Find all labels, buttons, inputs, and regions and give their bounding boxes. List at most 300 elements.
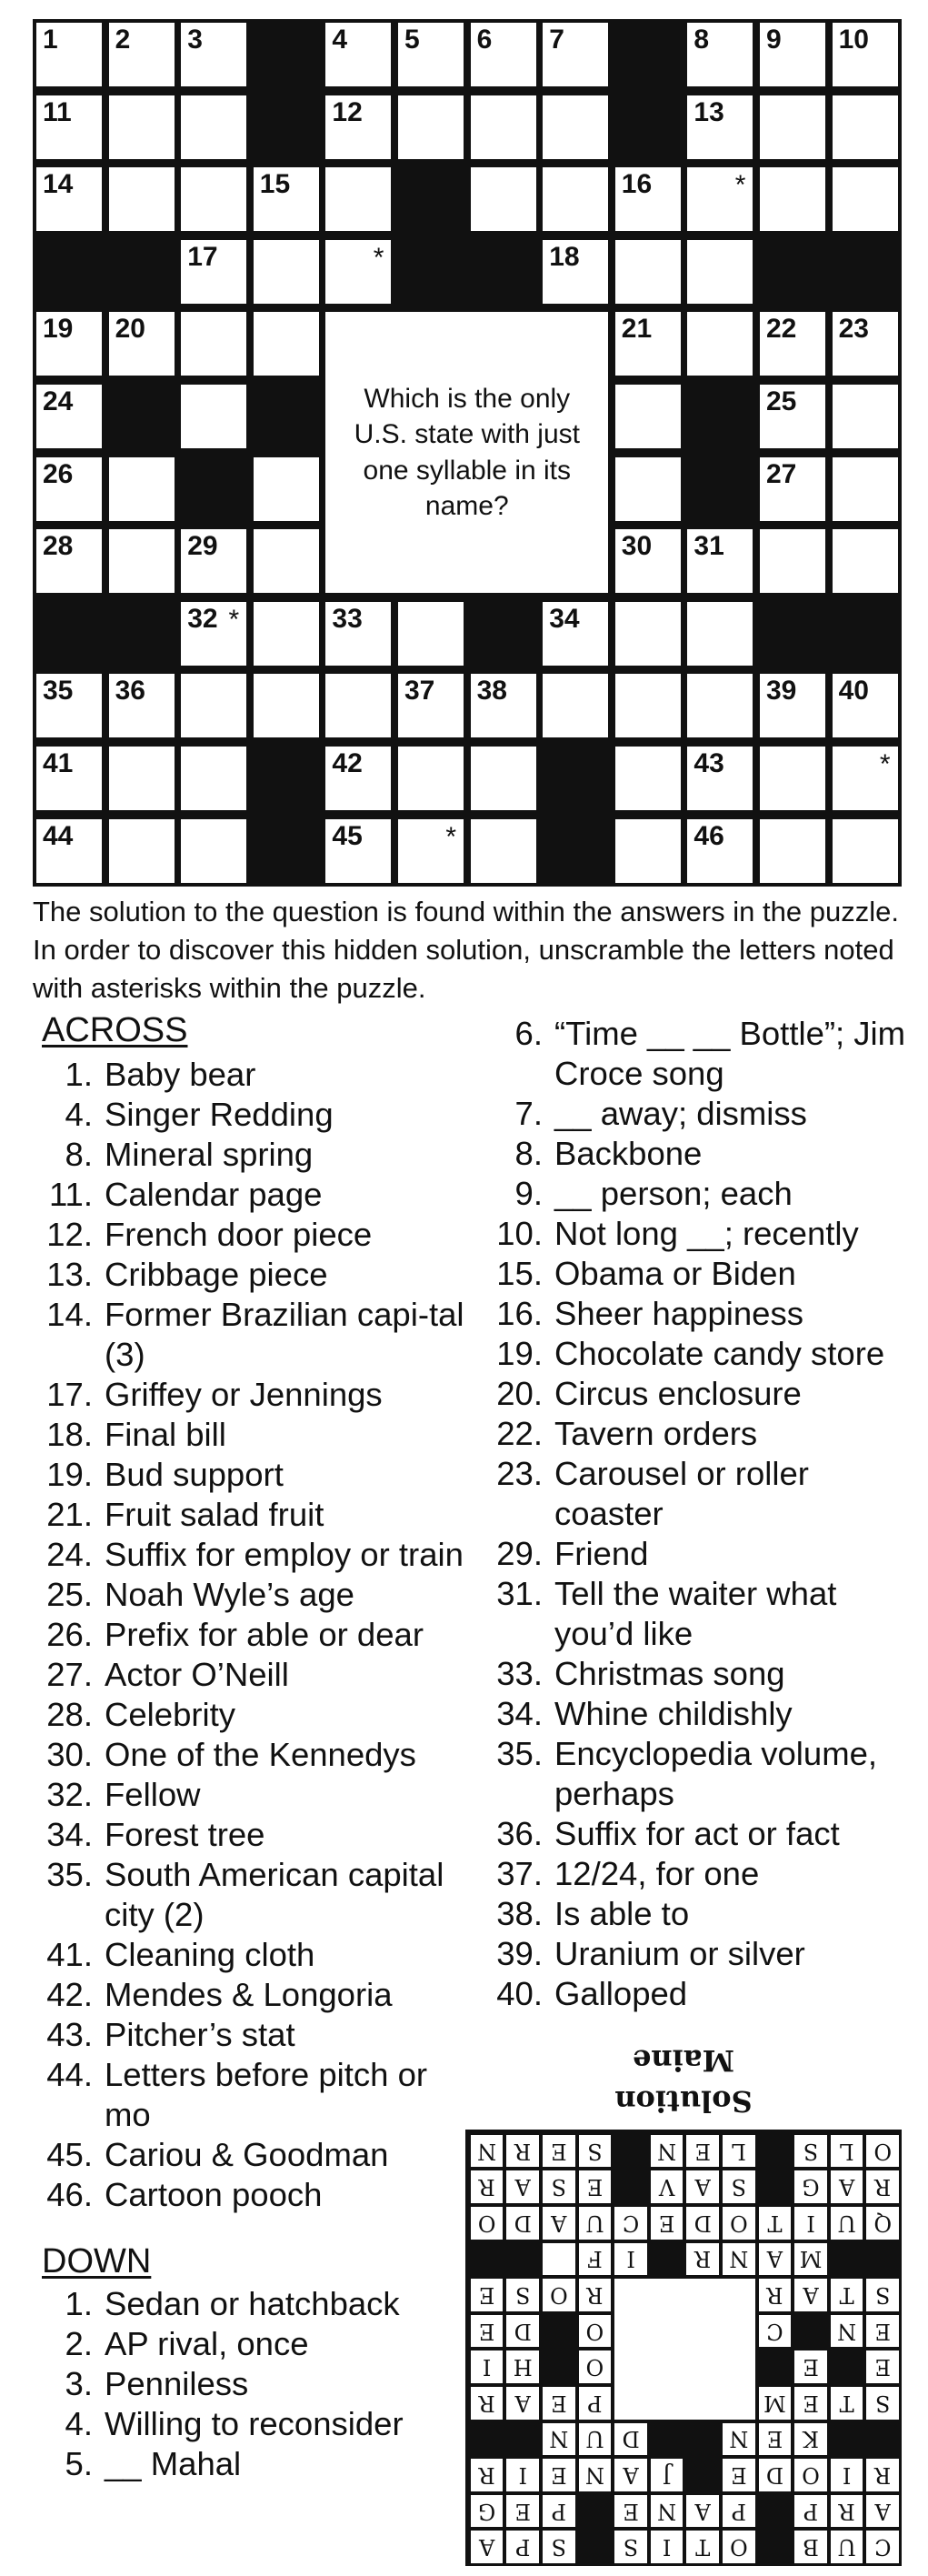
- grid-cell: [398, 674, 464, 737]
- grid-cell: [615, 602, 681, 666]
- clue-item-text: Christmas song: [554, 1655, 785, 1692]
- solution-cell: A: [507, 2387, 540, 2420]
- clue-item: [29, 1815, 465, 1855]
- clue-item: [473, 1214, 918, 1254]
- solution-cell: A: [687, 2171, 720, 2204]
- grid-cell: [398, 95, 464, 159]
- clue-item: [29, 1855, 465, 1935]
- clue-item-number: 26.: [46, 1616, 93, 1653]
- grid-cell: [833, 312, 898, 376]
- across-heading: ACROSS: [42, 1011, 188, 1049]
- clue-number: 10: [838, 25, 869, 55]
- grid-cell: [109, 312, 175, 376]
- clue-number: 8: [694, 25, 710, 55]
- solution-cell: O: [579, 2351, 612, 2384]
- clue-item: [29, 1575, 465, 1615]
- grid-cell: [687, 23, 753, 86]
- solution-cell: R: [831, 2495, 863, 2528]
- clue-item-number: 40.: [496, 1975, 543, 2012]
- grid-cell: [36, 312, 102, 376]
- grid-cell: [181, 95, 246, 159]
- clue-number: 40: [838, 676, 869, 707]
- clue-item-number: 28.: [46, 1696, 93, 1733]
- clue-item-text: Willing to reconsider: [105, 2405, 404, 2442]
- clue-item: [473, 1134, 918, 1174]
- clue-item-number: 18.: [46, 1416, 93, 1453]
- crossword-grid: [33, 19, 902, 887]
- clue-item-number: 41.: [46, 1936, 93, 1973]
- clue-item: [473, 1974, 918, 2014]
- grid-cell: [36, 385, 102, 448]
- solution-cell: H: [507, 2351, 540, 2384]
- solution-cell: E: [471, 2315, 504, 2348]
- solution-cell: S: [543, 2531, 575, 2564]
- clue-item-text: Encyclopedia volume, perhaps: [554, 1735, 878, 1812]
- clue-item-number: 31.: [496, 1575, 543, 1612]
- clue-item-text: Prefix for able or dear: [105, 1616, 424, 1653]
- solution-cell: N: [651, 2135, 684, 2168]
- solution-cell: S: [723, 2171, 755, 2204]
- clue-item-text: Backbone: [554, 1135, 703, 1172]
- solution-cell: A: [543, 2207, 575, 2240]
- clue-item-number: 34.: [46, 1816, 93, 1853]
- solution-answer: Maine: [633, 2043, 734, 2078]
- solution-cell: J: [651, 2459, 684, 2491]
- grid-cell: [181, 167, 246, 231]
- solution-cell: T: [831, 2279, 863, 2311]
- solution-cell: N: [579, 2459, 612, 2491]
- clue-item: [29, 1735, 465, 1775]
- solution-cell: R: [471, 2387, 504, 2420]
- clue-item: [29, 1415, 465, 1455]
- grid-cell: [687, 602, 753, 666]
- clue-item-number: 3.: [65, 2365, 93, 2402]
- clue-item: [473, 1414, 918, 1454]
- clue-item: [29, 2015, 465, 2055]
- clue-number: 16: [621, 169, 653, 200]
- solution-cell: U: [831, 2207, 863, 2240]
- clue-number: 24: [43, 386, 74, 416]
- grid-cell: [398, 819, 464, 883]
- solution-cell: G: [794, 2171, 827, 2204]
- clue-item: [29, 1975, 465, 2015]
- clue-item-number: 2.: [65, 2325, 93, 2362]
- clue-item-text: __ Mahal: [105, 2445, 242, 2482]
- clue-number: 19: [43, 314, 74, 345]
- asterisk-marker: *: [445, 821, 456, 852]
- solution-cell: O: [867, 2135, 900, 2168]
- clue-item: [29, 1535, 465, 1575]
- clue-item-number: 32.: [46, 1776, 93, 1813]
- clue-number: 32: [187, 603, 218, 634]
- clue-number: 9: [766, 25, 782, 55]
- solution-cell: O: [543, 2279, 575, 2311]
- grid-cell: [543, 240, 608, 304]
- solution-cell: A: [794, 2279, 827, 2311]
- clue-number: 41: [43, 748, 74, 778]
- grid-cell: [833, 95, 898, 159]
- solution-cell: E: [471, 2279, 504, 2311]
- clue-number: 20: [115, 314, 145, 345]
- clue-item-number: 42.: [46, 1976, 93, 2013]
- solution-cell: A: [687, 2495, 720, 2528]
- grid-cell: [398, 602, 464, 666]
- clue-item: [473, 1854, 918, 1894]
- solution-cell: L: [723, 2135, 755, 2168]
- grid-cell: [398, 747, 464, 810]
- clue-item-text: Cariou & Goodman: [105, 2136, 389, 2173]
- clue-item-number: 39.: [496, 1935, 543, 1972]
- grid-cell: [254, 457, 319, 521]
- down-clue-list-right: [473, 1014, 918, 2014]
- clue-item: [29, 2055, 465, 2135]
- solution-cell: P: [543, 2495, 575, 2528]
- clue-item: [29, 1655, 465, 1695]
- clue-number: 15: [259, 169, 291, 200]
- clue-number: 25: [766, 386, 797, 416]
- grid-cell: [833, 529, 898, 593]
- grid-cell: [181, 674, 246, 737]
- clue-item: [473, 1174, 918, 1214]
- upside-down-solution: [465, 2020, 902, 2566]
- clue-item: [29, 1495, 465, 1535]
- clue-item: [473, 1894, 918, 1934]
- grid-cell: [760, 457, 825, 521]
- clue-item: [29, 2175, 465, 2215]
- solution-cell: C: [867, 2531, 900, 2564]
- grid-cell: [833, 674, 898, 737]
- grid-cell: [760, 167, 825, 231]
- clue-item: [473, 1734, 918, 1814]
- grid-cell: [543, 674, 608, 737]
- grid-cell: [471, 23, 536, 86]
- grid-cell: [36, 457, 102, 521]
- grid-cell: [833, 385, 898, 448]
- solution-cell: P: [579, 2387, 612, 2420]
- grid-cell: [254, 240, 319, 304]
- solution-cell: D: [507, 2207, 540, 2240]
- solution-cell: A: [471, 2531, 504, 2564]
- grid-cell: [471, 819, 536, 883]
- clue-number: 34: [549, 603, 580, 634]
- clue-item-text: South American capital city (2): [105, 1856, 444, 1933]
- clue-item-number: 14.: [46, 1296, 93, 1333]
- solution-cell: T: [687, 2531, 720, 2564]
- grid-cell: [254, 674, 319, 737]
- grid-cell: [36, 95, 102, 159]
- clue-item: [29, 1175, 465, 1215]
- solution-cell: I: [507, 2459, 540, 2491]
- grid-cell: [109, 95, 175, 159]
- clue-number: 3: [187, 25, 203, 55]
- grid-cell: [543, 95, 608, 159]
- clue-number: 11: [43, 96, 72, 127]
- clue-item: [473, 1014, 918, 1094]
- grid-cell: [36, 23, 102, 86]
- clue-item: [29, 1695, 465, 1735]
- clue-item-text: Penniless: [105, 2365, 249, 2402]
- clue-item-text: 12/24, for one: [554, 1855, 760, 1892]
- solution-cell: D: [507, 2315, 540, 2348]
- solution-cell: E: [794, 2387, 827, 2420]
- clue-item-text: Cribbage piece: [105, 1256, 328, 1293]
- grid-cell: [760, 95, 825, 159]
- clue-number: 17: [187, 241, 218, 272]
- clue-item: [473, 1574, 918, 1654]
- solution-cell: E: [687, 2135, 720, 2168]
- clue-item-number: 33.: [496, 1655, 543, 1692]
- clue-item-text: Suffix for employ or train: [105, 1536, 464, 1573]
- solution-cell: S: [794, 2135, 827, 2168]
- solution-cell: D: [614, 2423, 647, 2456]
- grid-cell: [325, 747, 391, 810]
- grid-cell: [833, 167, 898, 231]
- solution-cell: R: [471, 2171, 504, 2204]
- solution-cell: A: [614, 2459, 647, 2491]
- clue-item-text: Bud support: [105, 1456, 284, 1493]
- clue-item-text: Fruit salad fruit: [105, 1496, 324, 1533]
- clue-item: [29, 1615, 465, 1655]
- clue-item-text: AP rival, once: [105, 2325, 309, 2362]
- clue-item-number: 9.: [514, 1175, 543, 1212]
- solution-cell: G: [471, 2495, 504, 2528]
- clue-item-text: Friend: [554, 1535, 649, 1572]
- clue-item: [473, 1094, 918, 1134]
- grid-cell: [36, 167, 102, 231]
- clue-item-text: Suffix for act or fact: [554, 1815, 840, 1852]
- clue-number: 42: [332, 748, 363, 778]
- grid-cell: [615, 747, 681, 810]
- clue-item-text: Noah Wyle’s age: [105, 1576, 354, 1613]
- clue-item: [29, 1455, 465, 1495]
- clue-item-number: 29.: [496, 1535, 543, 1572]
- solution-cell: I: [794, 2207, 827, 2240]
- clue-number: 28: [43, 531, 74, 562]
- grid-cell: [36, 674, 102, 737]
- grid-cell: [543, 602, 608, 666]
- clue-item: [29, 1055, 465, 1095]
- grid-cell: [833, 819, 898, 883]
- clue-item-number: 23.: [496, 1455, 543, 1492]
- grid-cell: [181, 819, 246, 883]
- clue-item: [473, 1934, 918, 1974]
- clue-number: 38: [476, 676, 507, 707]
- puzzle-question: Which is the only U.S. state with just one syllable in its name?: [325, 312, 608, 593]
- grid-cell: [471, 167, 536, 231]
- clue-item: [29, 1775, 465, 1815]
- clue-item-number: 46.: [46, 2176, 93, 2213]
- asterisk-marker: *: [734, 170, 746, 201]
- grid-cell: [615, 819, 681, 883]
- solution-cell: A: [759, 2243, 792, 2276]
- solution-cell: D: [687, 2207, 720, 2240]
- clue-item-number: 34.: [496, 1695, 543, 1732]
- grid-cell: [615, 312, 681, 376]
- clue-item-number: 21.: [46, 1496, 93, 1533]
- clue-number: 23: [838, 314, 869, 345]
- grid-cell: [109, 23, 175, 86]
- solution-cell: E: [579, 2171, 612, 2204]
- grid-cell: [687, 529, 753, 593]
- grid-cell: [615, 674, 681, 737]
- clue-item: [29, 2284, 465, 2324]
- grid-cell: [254, 529, 319, 593]
- clue-number: 12: [332, 96, 363, 127]
- clue-item-number: 1.: [65, 2285, 93, 2322]
- grid-cell: [615, 529, 681, 593]
- grid-cell: [615, 167, 681, 231]
- solution-cell: S: [867, 2387, 900, 2420]
- solution-cell: F: [579, 2243, 612, 2276]
- clue-item-number: 44.: [46, 2056, 93, 2093]
- clue-item: [473, 1334, 918, 1374]
- solution-cell: M: [759, 2387, 792, 2420]
- across-clue-list: [29, 1055, 465, 2215]
- solution-cell: R: [867, 2171, 900, 2204]
- solution-cell: U: [831, 2531, 863, 2564]
- solution-cell: L: [831, 2135, 863, 2168]
- solution-cell: E: [759, 2423, 792, 2456]
- grid-cell: [687, 312, 753, 376]
- grid-cell: [181, 602, 246, 666]
- solution-cell: E: [867, 2351, 900, 2384]
- grid-cell: [325, 167, 391, 231]
- clue-item-number: 43.: [46, 2016, 93, 2053]
- solution-cell: E: [651, 2207, 684, 2240]
- clue-item: [473, 1814, 918, 1854]
- grid-cell: [687, 95, 753, 159]
- clue-item-text: __ person; each: [554, 1175, 793, 1212]
- solution-cell: T: [831, 2387, 863, 2420]
- grid-cell: [325, 674, 391, 737]
- clue-item-text: Cartoon pooch: [105, 2176, 323, 2213]
- clue-item-text: __ away; dismiss: [554, 1095, 807, 1132]
- clue-item-text: Mendes & Longoria: [105, 1976, 393, 2013]
- clue-number: 2: [115, 25, 131, 55]
- clue-item-number: 45.: [46, 2136, 93, 2173]
- clue-item-number: 17.: [46, 1376, 93, 1413]
- clue-item-number: 19.: [46, 1456, 93, 1493]
- clue-item: [473, 1694, 918, 1734]
- grid-cell: [181, 240, 246, 304]
- solution-cell: I: [471, 2351, 504, 2384]
- solution-cell: O: [723, 2531, 755, 2564]
- solution-cell: R: [471, 2459, 504, 2491]
- solution-cell: B: [794, 2531, 827, 2564]
- grid-cell: [398, 23, 464, 86]
- clue-item-text: One of the Kennedys: [105, 1736, 416, 1773]
- grid-cell: [36, 819, 102, 883]
- clue-item: [29, 1935, 465, 1975]
- grid-cell: [254, 312, 319, 376]
- clue-item: [29, 1095, 465, 1135]
- clue-item-number: 38.: [496, 1895, 543, 1932]
- clue-number: 45: [332, 820, 363, 851]
- grid-cell: [109, 457, 175, 521]
- solution-cell: O: [471, 2207, 504, 2240]
- grid-cell: [109, 674, 175, 737]
- solution-cell: S: [579, 2135, 612, 2168]
- puzzle-instructions: The solution to the question is found within the answers in the puzzle. In order to discover this hidden solution, unscramble the letters noted with asterisks within the puzzle.: [33, 896, 899, 1005]
- clue-item-number: 5.: [65, 2445, 93, 2482]
- clue-item-number: 30.: [46, 1736, 93, 1773]
- solution-cell: P: [794, 2495, 827, 2528]
- clue-number: 35: [43, 676, 74, 707]
- clue-item-text: Sedan or hatchback: [105, 2285, 400, 2322]
- grid-cell: [687, 819, 753, 883]
- clue-item: [473, 1654, 918, 1694]
- clue-item-number: 15.: [496, 1255, 543, 1292]
- clue-item: [29, 2444, 465, 2484]
- solution-cell: N: [723, 2243, 755, 2276]
- clue-number: 6: [476, 25, 493, 55]
- clue-item: [29, 1255, 465, 1295]
- clue-item: [29, 2404, 465, 2444]
- solution-cell: E: [543, 2135, 575, 2168]
- clue-item-text: Chocolate candy store: [554, 1335, 885, 1372]
- clue-item: [473, 1294, 918, 1334]
- clue-item-text: Griffey or Jennings: [105, 1376, 383, 1413]
- clue-item-number: 4.: [65, 1096, 93, 1133]
- solution-cell: U: [579, 2207, 612, 2240]
- solution-cell: D: [759, 2459, 792, 2491]
- solution-cell: N: [723, 2423, 755, 2456]
- clue-number: 31: [694, 531, 724, 562]
- grid-cell: [615, 457, 681, 521]
- grid-cell: [325, 602, 391, 666]
- clue-item-text: Calendar page: [105, 1176, 323, 1213]
- grid-cell: [109, 167, 175, 231]
- clue-item-text: Cleaning cloth: [105, 1936, 315, 1973]
- clue-number: 29: [187, 531, 218, 562]
- clue-number: 14: [43, 169, 74, 200]
- clue-item-text: Carousel or roller coaster: [554, 1455, 809, 1532]
- grid-cell: [109, 529, 175, 593]
- grid-cell: [833, 747, 898, 810]
- grid-cell: [325, 95, 391, 159]
- solution-cell: S: [867, 2279, 900, 2311]
- solution-cell: R: [759, 2279, 792, 2311]
- grid-cell: [471, 747, 536, 810]
- clue-item-text: Former Brazilian capi-tal (3): [105, 1296, 464, 1373]
- grid-cell: [760, 747, 825, 810]
- clue-number: 4: [332, 25, 348, 55]
- grid-cell: [109, 747, 175, 810]
- clue-item: [29, 2324, 465, 2364]
- clue-item-number: 1.: [65, 1056, 93, 1093]
- solution-cell: M: [794, 2243, 827, 2276]
- grid-cell: [325, 240, 391, 304]
- clue-number: 21: [621, 314, 653, 345]
- clue-number: 36: [115, 676, 145, 707]
- clue-number: 30: [621, 531, 653, 562]
- clue-item-number: 12.: [46, 1216, 93, 1253]
- clue-item-text: French door piece: [105, 1216, 373, 1253]
- clue-item-text: Whine childishly: [554, 1695, 793, 1732]
- clue-item-text: Forest tree: [105, 1816, 265, 1853]
- clue-item: [29, 2135, 465, 2175]
- grid-cell: [254, 602, 319, 666]
- clue-item-text: Actor O’Neill: [105, 1656, 289, 1693]
- solution-cell: Q: [867, 2207, 900, 2240]
- clue-item-number: 35.: [496, 1735, 543, 1772]
- clue-number: 26: [43, 458, 74, 489]
- grid-cell: [833, 23, 898, 86]
- grid-cell: [325, 819, 391, 883]
- solution-cell: N: [471, 2135, 504, 2168]
- clue-item: [29, 1295, 465, 1375]
- grid-cell: [181, 23, 246, 86]
